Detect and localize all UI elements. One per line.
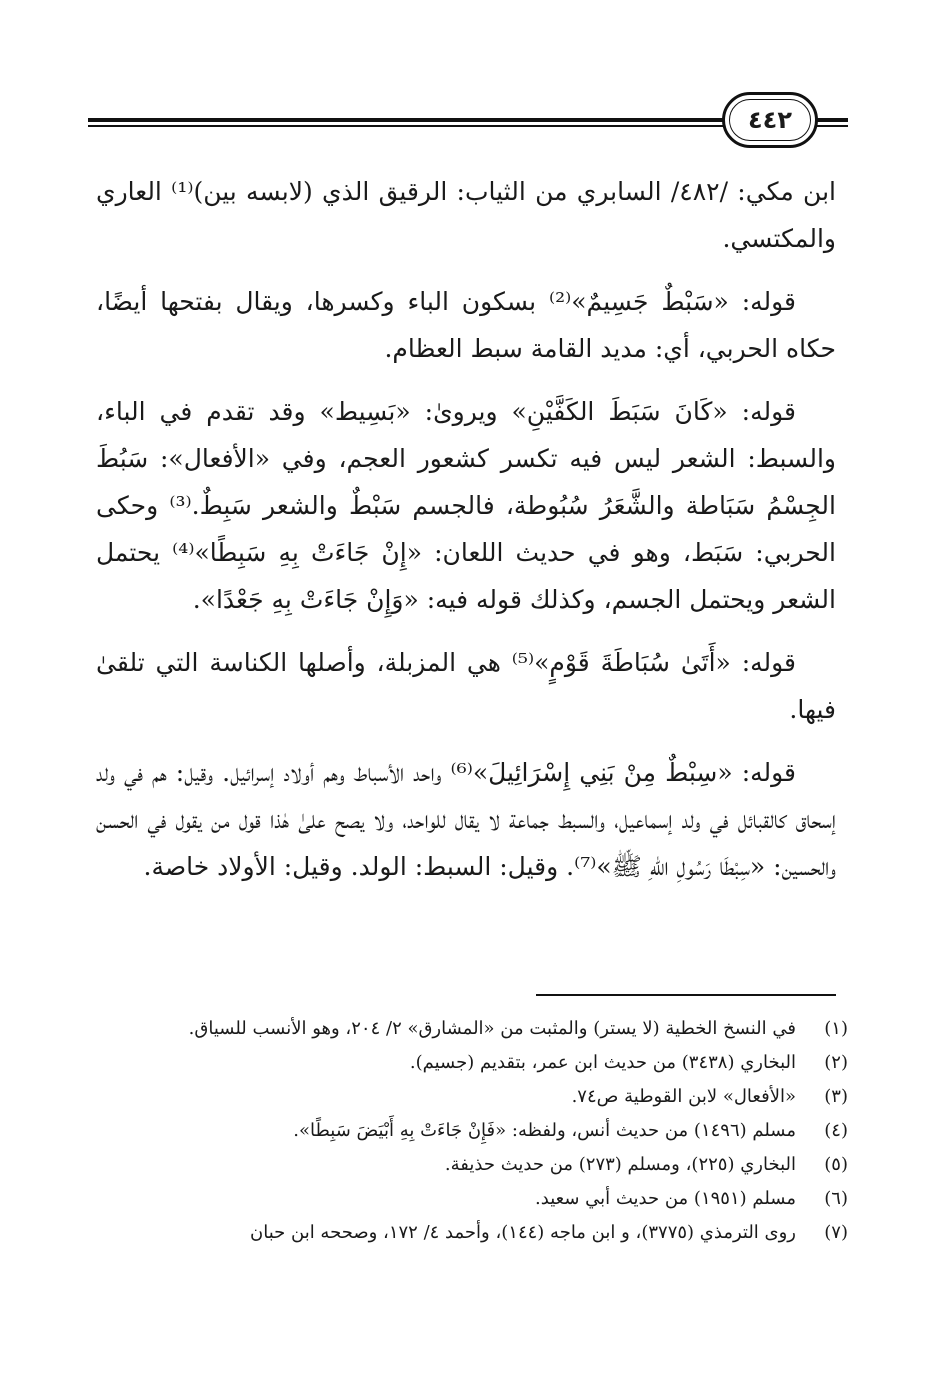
page-header	[88, 92, 848, 152]
footnote-number: (١)	[824, 1018, 848, 1039]
footnote-text: مسلم (١٩٥١) من حديث أبي سعيد.	[535, 1188, 796, 1209]
footnote-5	[96, 1148, 848, 1182]
paragraph-1: ابن مكي: /٤٨٢/ السابري من الثياب: الرقيق الذي (لابسه بين)⁽¹⁾ العاري والمكتسي.	[96, 177, 836, 253]
header-rule-thick	[88, 118, 728, 122]
paragraph-2: قوله: «سَبْطٌ جَسِيمٌ»⁽²⁾ بسكون الباء وكسرها، ويقال بفتحها أيضًا، حكاه الحربي، أي: مديد القامة سبط العظام.	[96, 287, 836, 363]
footnote-3	[96, 1080, 848, 1114]
footnote-number: (٥)	[824, 1154, 848, 1175]
footnote-text: مسلم (١٤٩٦) من حديث أنس، ولفظه: «فَإِنْ جَاءَتْ بِهِ أَبْيَضَ سَبِطًا».	[293, 1120, 796, 1141]
footnote-text: روى الترمذي (٣٧٧٥)، و ابن ماجه (١٤٤)، وأحمد ٤/ ١٧٢، وصححه ابن حبان	[250, 1222, 796, 1243]
footnote-4	[96, 1114, 848, 1148]
footnote-number: (٦)	[824, 1188, 848, 1209]
footnote-text: البخاري (٣٤٣٨) من حديث ابن عمر، بتقديم (جسيم).	[409, 1052, 796, 1073]
footnote-number: (٧)	[824, 1222, 848, 1243]
paragraph-5: قوله: «سِبْطٌ مِنْ بَنِي إِسْرَائِيلَ»⁽⁶⁾ واحد الأسباط وهم أولاد إسرائيل. وقيل: هم في ولد إسحاق كالقبائل في ولد إسماعيل، والسبط جماعة لا يقال للواحد، ولا يصح علىٰ هٰذا قول من يقول في الحسن والحسين: «سِبْطَا رَسُولِ اللهِ ﷺ»⁽⁷⁾. وقيل: السبط: الولد. وقيل: الأولاد خاصة.	[96, 758, 836, 881]
footnote-text: في النسخ الخطية (لا يستر) والمثبت من «المشارق» ٢/ ٢٠٤، وهو الأنسب للسياق.	[188, 1018, 796, 1039]
footnote-7	[96, 1216, 848, 1250]
page-number-badge	[722, 92, 818, 148]
footnote-number: (٢)	[824, 1052, 848, 1073]
footnote-1	[96, 1012, 848, 1046]
header-rule-thin	[88, 125, 728, 127]
footnote-number: (٤)	[824, 1120, 848, 1141]
paragraph-3: قوله: «كَانَ سَبَطَ الكَفَّيْنِ» ويروىٰ: «بَسِيط» وقد تقدم في الباء، والسبط: الشعر ليس فيه تكسر كشعور العجم، وفي «الأفعال»: سَبُطَ الجِسْمُ سَبَاطة والشَّعَرُ سُبُوطة، فالجسم سَبْطٌ والشعر سَبِطٌ.⁽³⁾ وحكى الحربي: سَبَط، وهو في حديث اللعان: «إِنْ جَاءَتْ بِهِ سَبِطًا»⁽⁴⁾ يحتمل الشعر ويحتمل الجسم، وكذلك قوله فيه: «وَإِنْ جَاءَتْ بِهِ جَعْدًا».	[96, 397, 836, 614]
footnotes	[96, 1012, 848, 1250]
paragraph-4: قوله: «أَتَىٰ سُبَاطَةَ قَوْمٍ»⁽⁵⁾ هي المزبلة، وأصلها الكناسة التي تلقىٰ فيها.	[96, 648, 836, 724]
footnote-text: البخاري (٢٢٥)، ومسلم (٢٧٣) من حديث حذيفة.	[444, 1154, 796, 1175]
footnote-text: «الأفعال» لابن القوطية ص٧٤.	[571, 1086, 796, 1107]
main-text	[96, 168, 836, 906]
footnote-number: (٣)	[824, 1086, 848, 1107]
footnote-2	[96, 1046, 848, 1080]
footnote-separator	[536, 994, 836, 996]
page-number: ٤٤٢	[748, 106, 792, 134]
footnote-6	[96, 1182, 848, 1216]
